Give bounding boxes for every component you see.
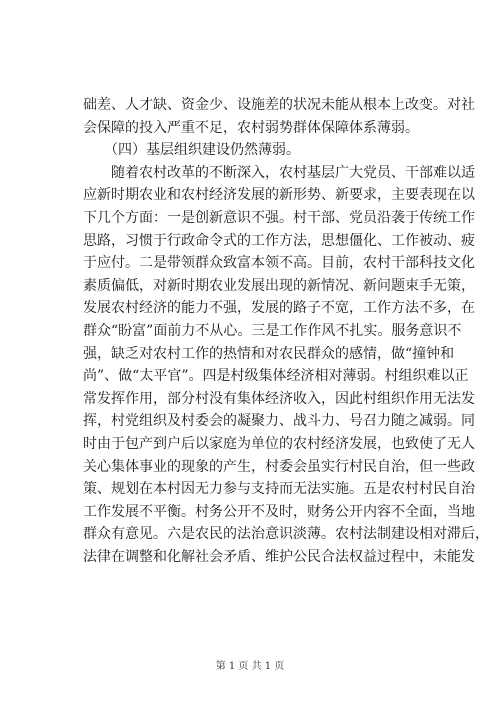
- text-line: 时由于包产到户后以家庭为单位的农村经济发展，也致使了无人: [83, 435, 475, 452]
- text-line: 挥，村党组织及村委会的凝聚力、战斗力、号召力随之减弱。同: [83, 413, 475, 430]
- text-line: 素质偏低，对新时期农业发展出现的新情况、新问题束手无策，: [83, 277, 475, 294]
- text-line: 法律在调整和化解社会矛盾、维护公民合法权益过程中，未能发: [83, 548, 475, 565]
- text-line: 发展农村经济的能力不强，发展的路子不宽，工作方法不多，在: [83, 300, 475, 317]
- section-heading: （四）基层组织建设仍然薄弱。: [83, 142, 300, 159]
- text-line: 强，缺乏对农村工作的热情和对农民群众的感情，做“撞钟和: [83, 345, 455, 362]
- text-line: 群众“盼富”面前力不从心。三是工作作风不扎实。服务意识不: [83, 322, 462, 339]
- text-line: 础差、人才缺、资金少、设施差的状况未能从根本上改变。对社: [83, 97, 475, 113]
- text-line: 尚”、做“太平官”。四是村级集体经济相对薄弱。村组织难以正: [83, 368, 469, 385]
- text-line: 下几个方面：一是创新意识不强。村干部、党员沿袭于传统工作: [83, 209, 475, 226]
- text-line: 于应付。二是带领群众致富本领不高。目前，农村干部科技文化: [83, 255, 475, 272]
- text-line: 工作发展不平衡。村务公开不及时，财务公开内容不全面，当地: [83, 503, 475, 520]
- text-line: 会保障的投入严重不足，农村弱势群体保障体系薄弱。: [83, 119, 419, 136]
- text-line: 关心集体事业的现象的产生，村委会虽实行村民自治，但一些政: [83, 458, 475, 475]
- body-text: [83, 94, 489, 568]
- text-line: 群众有意见。六是农民的法治意识淡薄。农村法制建设相对滞后，: [83, 526, 489, 543]
- text-line: 随着农村改革的不断深入，农村基层广大党员、干部难以适: [83, 164, 475, 181]
- text-line: 常发挥作用，部分村没有集体经济收入，因此村组织作用无法发: [83, 390, 475, 407]
- text-line: 应新时期农业和农村经济发展的新形势、新要求，主要表现在以: [83, 187, 475, 204]
- page-number-footer: 第 1 页 共 1 页: [215, 661, 285, 672]
- text-line: 思路，习惯于行政命令式的工作方法，思想僵化、工作被动、疲: [83, 232, 475, 249]
- text-line: 策、规划在本村因无力参与支持而无法实施。五是农村村民自治: [83, 481, 475, 498]
